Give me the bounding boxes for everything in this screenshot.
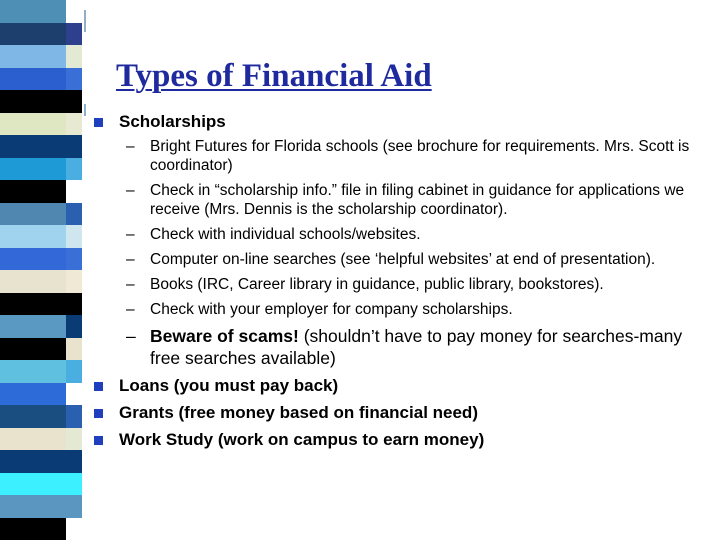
stripe-inner-segment — [66, 405, 82, 428]
stripe-segment — [0, 45, 66, 68]
stripe-segment — [0, 495, 66, 518]
square-bullet-icon — [94, 436, 103, 445]
stripe-segment — [0, 135, 66, 158]
stripe-segment — [0, 68, 66, 91]
dash-marker: – — [126, 226, 135, 243]
stripe-inner-segment — [66, 203, 82, 226]
sub-bullet-item — [119, 250, 702, 269]
stripe-segment — [0, 428, 66, 451]
stripe-inner-segment — [66, 68, 82, 91]
stripe-inner-segment — [66, 270, 82, 293]
decorative-color-stripe-inner — [66, 0, 82, 540]
stripe-segment — [0, 0, 66, 23]
dash-marker: – — [126, 301, 135, 318]
stripe-inner-segment — [66, 473, 82, 496]
stripe-inner-segment — [66, 428, 82, 451]
bullet-label: Work Study (work on campus to earn money) — [119, 430, 485, 449]
stripe-segment — [0, 405, 66, 428]
stripe-inner-segment — [66, 518, 82, 540]
bullet-item — [92, 402, 702, 424]
stripe-segment — [0, 473, 66, 496]
sub-bullet-item — [119, 181, 702, 219]
title-accent-line-top — [84, 10, 86, 32]
stripe-inner-segment — [66, 293, 82, 316]
stripe-segment — [0, 90, 66, 113]
stripe-segment — [0, 360, 66, 383]
sub-bullet-text: (shouldn’t have to pay money for searches-many free searches available) — [150, 326, 683, 368]
bullet-item — [92, 375, 702, 397]
stripe-inner-segment — [66, 90, 82, 113]
bullet-label: Loans (you must pay back) — [119, 376, 339, 395]
dash-marker: – — [126, 251, 135, 268]
stripe-segment — [0, 158, 66, 181]
stripe-inner-segment — [66, 45, 82, 68]
sub-bullet-text: Bright Futures for Florida schools (see brochure for requirements. Mrs. Scott is coordinator) — [150, 138, 690, 174]
stripe-inner-segment — [66, 360, 82, 383]
dash-marker: – — [126, 138, 135, 155]
stripe-segment — [0, 450, 66, 473]
stripe-segment — [0, 518, 66, 540]
stripe-inner-segment — [66, 248, 82, 271]
stripe-segment — [0, 225, 66, 248]
stripe-inner-segment — [66, 225, 82, 248]
warning-emphasis: Beware of scams! — [150, 326, 299, 346]
stripe-segment — [0, 270, 66, 293]
sub-bullet-text: Computer on-line searches (see ‘helpful websites’ at end of presentation). — [150, 251, 656, 268]
stripe-segment — [0, 293, 66, 316]
sub-bullet-text: Check with individual schools/websites. — [150, 226, 421, 243]
dash-marker: – — [126, 326, 136, 346]
sub-bullet-text: Check with your employer for company scholarships. — [150, 301, 513, 318]
bullet-item — [92, 429, 702, 451]
dash-marker: – — [126, 182, 135, 199]
stripe-inner-segment — [66, 383, 82, 406]
bullet-label: Scholarships — [119, 112, 226, 131]
square-bullet-icon — [94, 409, 103, 418]
bullet-list — [92, 111, 702, 456]
title-accent-line-bottom — [84, 104, 86, 116]
stripe-inner-segment — [66, 113, 82, 136]
stripe-inner-segment — [66, 0, 82, 23]
slide-title: Types of Financial Aid — [116, 58, 432, 94]
stripe-segment — [0, 23, 66, 46]
stripe-segment — [0, 113, 66, 136]
sub-bullet-list — [119, 137, 702, 369]
sub-bullet-item — [119, 225, 702, 244]
stripe-inner-segment — [66, 495, 82, 518]
sub-bullet-item — [119, 325, 702, 369]
sub-bullet-item — [119, 275, 702, 294]
decorative-color-stripe — [0, 0, 66, 540]
stripe-segment — [0, 383, 66, 406]
stripe-inner-segment — [66, 135, 82, 158]
dash-marker: – — [126, 276, 135, 293]
bullet-item — [92, 111, 702, 369]
bullet-label: Grants (free money based on financial need) — [119, 403, 478, 422]
sub-bullet-text: Check in “scholarship info.” file in filing cabinet in guidance for applications we receive (Mrs. Dennis is the scholarship coordinator). — [150, 182, 685, 218]
stripe-inner-segment — [66, 23, 82, 46]
sub-bullet-item — [119, 300, 702, 319]
stripe-segment — [0, 180, 66, 203]
sub-bullet-text: Books (IRC, Career library in guidance, public library, bookstores). — [150, 276, 604, 293]
stripe-inner-segment — [66, 158, 82, 181]
square-bullet-icon — [94, 382, 103, 391]
stripe-inner-segment — [66, 450, 82, 473]
stripe-segment — [0, 315, 66, 338]
stripe-segment — [0, 203, 66, 226]
stripe-inner-segment — [66, 180, 82, 203]
stripe-inner-segment — [66, 315, 82, 338]
stripe-inner-segment — [66, 338, 82, 361]
sub-bullet-item — [119, 137, 702, 175]
stripe-segment — [0, 248, 66, 271]
stripe-segment — [0, 338, 66, 361]
square-bullet-icon — [94, 118, 103, 127]
